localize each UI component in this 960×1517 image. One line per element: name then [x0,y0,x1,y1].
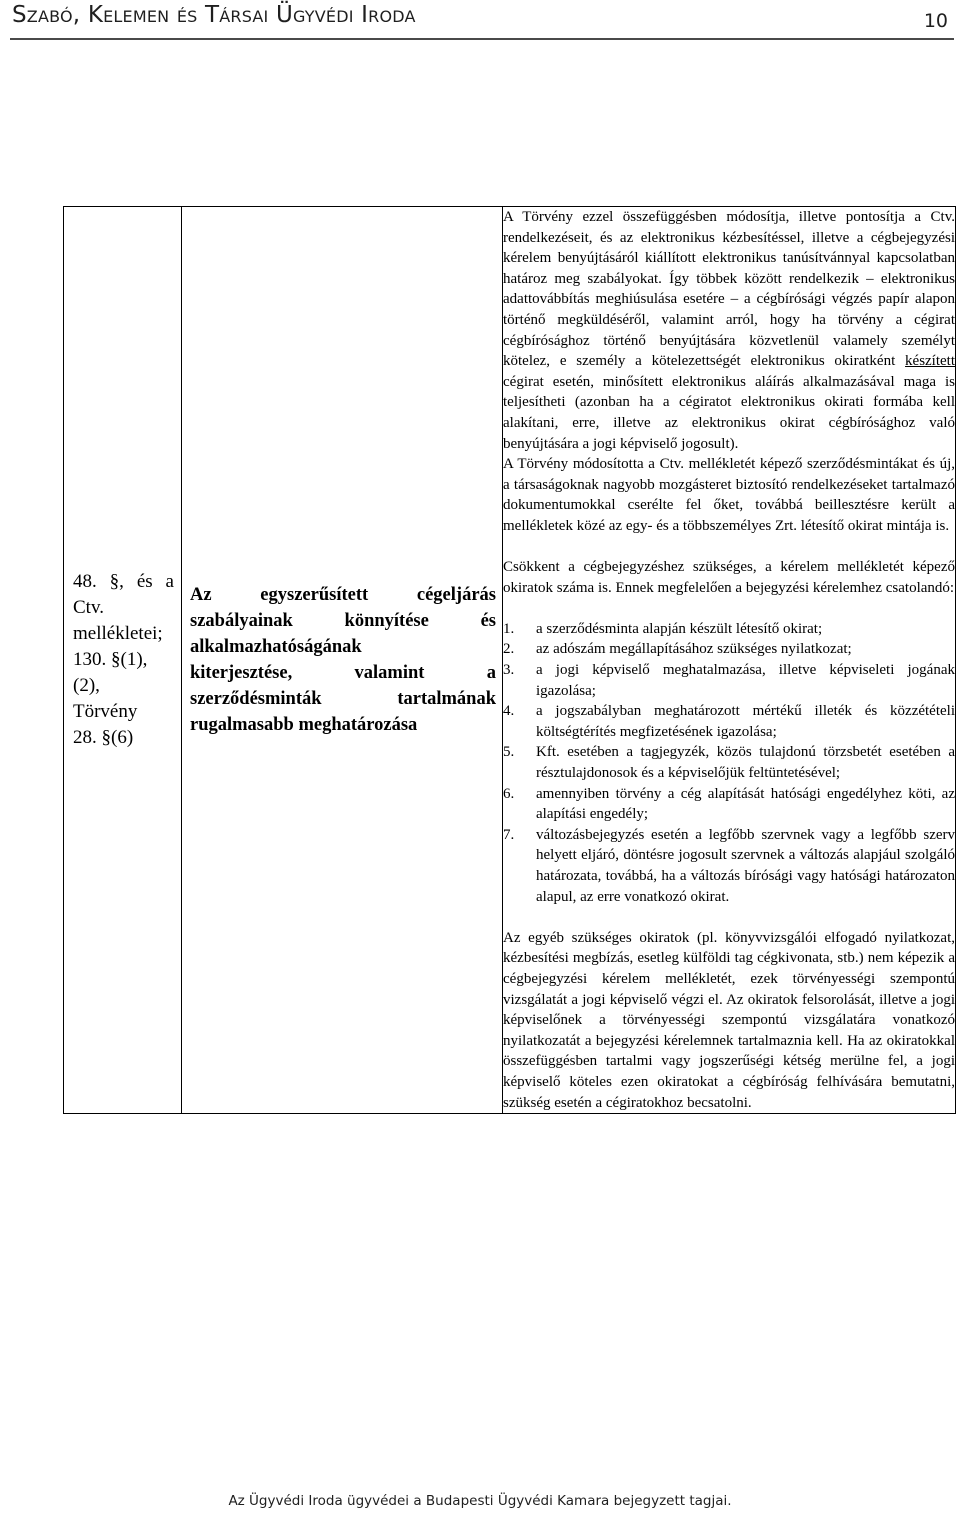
list-item: 3. a jogi képviselő meghatalmazása, illetve képviseleti jogának igazolása; [503,662,955,699]
description-cell [503,207,956,1114]
paragraph-3: Csökkent a cégbejegyzéshez szükséges, a kérelem mellékletét képező okiratok száma is. Ennek megfelelően a bejegyzési kérelemhez csatolandó: [503,559,955,596]
list-item: 4. a jogszabályban meghatározott mértékű illeték és közzétételi költségtérítés megfizetésének igazolása; [503,703,955,740]
list-item: 6. amennyiben törvény a cég alapítását hatósági engedélyhez köti, az alapítási engedély; [503,785,955,823]
page-number: 10 [923,10,948,32]
amendment-table [63,206,956,1114]
title-cell [182,207,503,1114]
paragraph-2: A Törvény módosította a Ctv. mellékletét képező szerződésmintákat és új, a társaságoknak nagyobb mozgásteret biztosító rendelkezéseket tartalmazó dokumentumokkal cserélte fel őket, továbbá beillesztésre került a mellékletek közé az egy- és a többszemélyes Zrt. létesítő okirat mintája is. [503,456,955,534]
table-row [64,207,956,1114]
page-header [0,0,960,42]
paragraph-4: Az egyéb szükséges okiratok (pl. könyvvizsgálói elfogadó nyilatkozat, kézbesítési megbízás, esetleg külföldi tag cégkivonata, stb.) nem képezik a cégbejegyzési kérelem mellékletét, ezek törvényességi szempontú vizsgálatát a jogi képviselő végzi el. Az okiratok felsorolását, illetve a jogi képviselőnek a törvényességi szempontú vizsgálatára vonatkozó nyilatkozatát a bejegyzési kérelemnek tartalmaznia kell. Ha az okiratokkal összefüggésben tartalmi vagy jogszerűségi kétség merülne fel, a jogi képviselő köteles ezen okiratokat a cégbíróság felhívására bemutatni, szükség esetén a cégiratokhoz becsatolni. [503,929,955,1111]
paragraph-1: A Törvény ezzel összefüggésben módosítja, illetve pontosítja a Ctv. rendelkezéseit, és az elektronikus kézbesítéssel, illetve a cégbejegyzési kérelem benyújtásáról kiállított elektronikus tanúsítvánnyal kapcsolatban határoz meg szabályokat. Így többek között rendelkezik – elektronikus adattovábbítás meghiúsulása esetére – a cégbírósági végzés papír alapon történő megküldéséről, valamint arról, hogy ha törvény a cégirat cégbírósághoz történő benyújtására közvetlenül valamely személyt kötelez, e személy a kötelezettségét elektronikus okiratként készített cégirat esetén, minősített elektronikus aláírás alkalmazásával maga is teljesítheti (azonban ha a cégiratot elektronikus okirati formába kell alakítani, erre, illetve az elektronikus okirat cégbírósághoz való benyújtására a jogi képviselő jogosult). [503,209,956,452]
list-item: 5. Kft. esetében a tagjegyzék, közös tulajdonú törzsbetét esetében a résztulajdonosok és a képviselőjük feltüntetésével; [503,744,955,782]
reference-cell [64,207,182,1114]
list-item: 2. az adószám megállapításához szükséges nyilatkozat; [503,641,852,658]
required-documents-list [503,619,955,907]
firm-name: Szabó, Kelemen és Társai Ügyvédi Iroda [12,2,416,28]
list-item: 1. a szerződésminta alapján készült létesítő okirat; [503,620,823,637]
section-title: Az egyszerűsített cégeljárás szabályainak könnyítése és alkalmazhatóságának kiterjesztése, valamint a szerződésminták tartalmának rugalmasabb meghatározása [190,585,496,736]
list-item: 7. változásbejegyzés esetén a legfőbb szervnek vagy a legfőbb szerv helyett eljáró, döntésre jogosult szervnek a változás alapjául szolgáló határozata, továbbá, ha a változás bírósági vagy hatósági határozaton alapul, az erre vonatkozó okirat. [503,826,955,905]
header-rule [10,38,954,40]
page-footer: Az Ügyvédi Iroda ügyvédei a Budapesti Ügyvédi Kamara bejegyzett tagjai. [228,1493,732,1509]
legal-reference: 48. §, és a Ctv. mellékletei; 130. §(1), (2), Törvény 28. §(6) [73,571,174,749]
